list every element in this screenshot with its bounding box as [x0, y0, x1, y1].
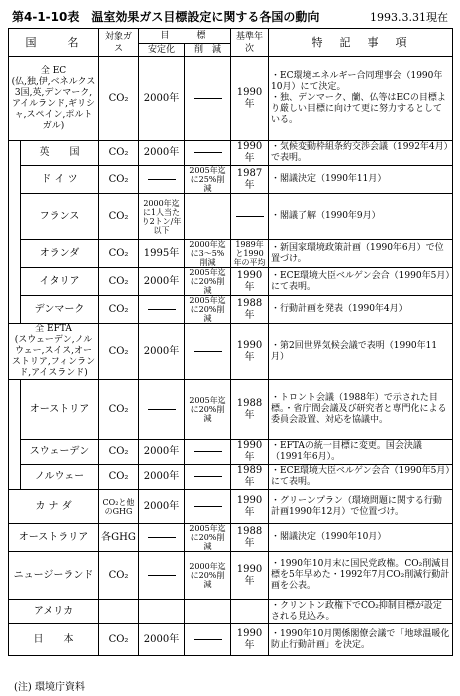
base-year-cell: 1990年	[231, 490, 269, 524]
table-row	[9, 465, 453, 490]
reduce-cell	[185, 141, 231, 166]
reduce-cell: 2005年迄に20%削減	[185, 524, 231, 552]
gas-cell: CO₂	[99, 624, 139, 656]
gas-cell: CO₂	[99, 194, 139, 240]
table-row	[9, 324, 453, 380]
indent-cell	[9, 440, 21, 465]
note-cell: ・ECE環境大臣ベルゲン会合（1990年5月）にて表明。	[269, 268, 453, 296]
gas-cell: CO₂	[99, 240, 139, 268]
country-cell: アメリカ	[9, 600, 99, 624]
country-cell: オーストラリア	[9, 524, 99, 552]
country-cell: ド イ ツ	[21, 166, 99, 194]
country-cell: 英 国	[21, 141, 99, 166]
dash-mark	[194, 476, 222, 477]
note-cell: ・気候変動枠組条約交渉会議（1992年4月）で表明。	[269, 141, 453, 166]
header-notes: 特 記 事 項	[269, 29, 453, 57]
table-row	[9, 268, 453, 296]
gas-cell: CO₂	[99, 57, 139, 141]
base-year-cell: 1988年	[231, 296, 269, 324]
indent-cell	[9, 240, 21, 268]
stabilize-cell: 1995年	[139, 240, 185, 268]
table-row	[9, 490, 453, 524]
table-row	[9, 552, 453, 600]
stabilize-cell	[139, 166, 185, 194]
gas-cell: CO₂	[99, 296, 139, 324]
country-cell: スウェーデン	[21, 440, 99, 465]
dash-mark	[236, 216, 264, 217]
note-cell: ・トロント会議（1988年）で示された目標。・省庁間会議及び研究者と専門化による委員会設置、対応を協議中。	[269, 380, 453, 440]
table-row	[9, 166, 453, 194]
country-cell: カ ナ ダ	[9, 490, 99, 524]
gas-cell: CO₂	[99, 465, 139, 490]
reduce-cell	[185, 440, 231, 465]
dash-mark	[194, 351, 222, 352]
country-cell: 全 EFTA (スウェーデン,ノルウェー,スイス,オーストリア,フィンランド,アイスランド)	[9, 324, 99, 380]
gas-cell: CO₂	[99, 324, 139, 380]
base-year-cell: 1988年	[231, 380, 269, 440]
reduce-cell	[185, 624, 231, 656]
table-row	[9, 141, 453, 166]
header-base-year: 基準年次	[231, 29, 269, 57]
country-cell: ノルウェー	[21, 465, 99, 490]
note-cell: ・EFTAの統一目標に変更。国会決議（1991年6月）。	[269, 440, 453, 465]
base-year-cell: 1989年	[231, 465, 269, 490]
note-cell: ・ECE環境大臣ベルゲン会合（1990年5月）にて表明。	[269, 465, 453, 490]
gas-cell: 各GHG	[99, 524, 139, 552]
gas-cell: CO₂	[99, 552, 139, 600]
dash-mark	[148, 409, 176, 410]
base-year-cell: 1989年と1990年の平均	[231, 240, 269, 268]
footnote: (注) 環境庁資料	[14, 682, 85, 693]
table-row	[9, 296, 453, 324]
gas-cell	[99, 600, 139, 624]
country-cell: フランス	[21, 194, 99, 240]
stabilize-cell	[139, 524, 185, 552]
base-year-cell: 1990年	[231, 324, 269, 380]
header-reduce: 削 減	[185, 44, 231, 57]
base-year-cell	[231, 194, 269, 240]
dash-mark	[148, 179, 176, 180]
gas-cell: CO₂と他のGHG	[99, 490, 139, 524]
stabilize-cell: 2000年	[139, 141, 185, 166]
country-cell: オランダ	[21, 240, 99, 268]
note-cell: ・閣議決定（1990年10月）	[269, 524, 453, 552]
base-year-cell: 1987年	[231, 166, 269, 194]
stabilize-cell: 2000年	[139, 57, 185, 141]
note-cell: ・閣議決定（1990年11月）	[269, 166, 453, 194]
base-year-cell: 1990年	[231, 141, 269, 166]
reduce-cell	[185, 465, 231, 490]
table-row	[9, 194, 453, 240]
gas-cell: CO₂	[99, 166, 139, 194]
country-cell: ニュージーランド	[9, 552, 99, 600]
reduce-cell	[185, 490, 231, 524]
reduce-cell: 2000年迄に20%削減	[185, 552, 231, 600]
indent-cell	[9, 141, 21, 166]
country-cell: 日 本	[9, 624, 99, 656]
note-cell: ・行動計画を発表（1990年4月）	[269, 296, 453, 324]
header-gas: 対象ガス	[99, 29, 139, 57]
table-row	[9, 440, 453, 465]
header-target: 目 標	[139, 29, 231, 44]
gas-cell: CO₂	[99, 380, 139, 440]
dash-mark	[148, 575, 176, 576]
note-cell: ・閣議了解（1990年9月）	[269, 194, 453, 240]
stabilize-cell: 2000年	[139, 490, 185, 524]
dash-mark	[148, 537, 176, 538]
title-row	[12, 8, 448, 26]
dash-mark	[148, 309, 176, 310]
indent-cell	[9, 166, 21, 194]
country-cell: 全 EC (仏,独,伊,ベネルクス3国,英,デンマーク,アイルランド,ギリシャ,スペイン,ポルトガル)	[9, 57, 99, 141]
table-row	[9, 380, 453, 440]
reduce-cell: 2005年迄に20%削減	[185, 296, 231, 324]
indent-cell	[9, 194, 21, 240]
stabilize-cell: 2000年	[139, 268, 185, 296]
stabilize-cell	[139, 296, 185, 324]
header-stabilize: 安定化	[139, 44, 185, 57]
header-country: 国 名	[9, 29, 99, 57]
country-cell: イタリア	[21, 268, 99, 296]
stabilize-cell	[139, 600, 185, 624]
table-row	[9, 57, 453, 141]
dash-mark	[194, 152, 222, 153]
reduce-cell	[185, 57, 231, 141]
base-year-cell: 1988年	[231, 524, 269, 552]
note-cell: ・新国家環境政策計画（1990年6月）で位置づけ。	[269, 240, 453, 268]
dash-mark	[194, 506, 222, 507]
stabilize-cell: 2000年	[139, 465, 185, 490]
gas-cell: CO₂	[99, 141, 139, 166]
table-row	[9, 624, 453, 656]
note-cell: ・クリントン政権下でCO₂抑制目標が設定される見込み。	[269, 600, 453, 624]
indent-cell	[9, 465, 21, 490]
dash-mark	[194, 639, 222, 640]
table-row	[9, 524, 453, 552]
as-of-date: 1993.3.31現在	[370, 11, 448, 24]
gas-cell: CO₂	[99, 440, 139, 465]
dash-mark	[194, 451, 222, 452]
gas-cell: CO₂	[99, 268, 139, 296]
indent-cell	[9, 380, 21, 440]
dash-mark	[194, 98, 222, 99]
base-year-cell: 1990年	[231, 440, 269, 465]
reduce-cell	[185, 324, 231, 380]
table-body	[9, 57, 453, 656]
stabilize-cell: 2000年	[139, 440, 185, 465]
table-title: 第4-1-10表 温室効果ガス目標設定に関する各国の動向	[12, 10, 320, 24]
reduce-cell: 2005年迄に20%削減	[185, 380, 231, 440]
table-row	[9, 240, 453, 268]
reduce-cell	[185, 194, 231, 240]
stabilize-cell: 2000年	[139, 624, 185, 656]
note-cell: ・グリーンプラン（環境問題に関する行動計画1990年12月）で位置づけ。	[269, 490, 453, 524]
country-cell: デンマーク	[21, 296, 99, 324]
stabilize-cell: 2000年	[139, 324, 185, 380]
note-cell: ・1990年10月関係閣僚会議で「地球温暖化防止行動計画」を決定。	[269, 624, 453, 656]
stabilize-cell	[139, 380, 185, 440]
base-year-cell: 1990年	[231, 268, 269, 296]
reduce-cell: 2000年迄に3～5%削減	[185, 240, 231, 268]
note-cell: ・1990年10月末に国民党政権。CO₂削減目標を5年早めた・1992年7月CO₂削減行動計画を公表。	[269, 552, 453, 600]
base-year-cell: 1990年	[231, 57, 269, 141]
country-cell: オーストリア	[21, 380, 99, 440]
indent-cell	[9, 268, 21, 296]
base-year-cell	[231, 600, 269, 624]
base-year-cell: 1990年	[231, 552, 269, 600]
note-cell: ・第2回世界気候会議で表明（1990年11月）	[269, 324, 453, 380]
base-year-cell: 1990年	[231, 624, 269, 656]
stabilize-cell: 2000年迄に1人当たり2トン/年以下	[139, 194, 185, 240]
ghg-targets-table	[8, 28, 453, 656]
note-cell: ・EC環境エネルギー合同理事会（1990年10月）にて決定。 ・独、デンマーク、蘭、仏等はECの目標より厳しい目標に向けて更に努力するとしている。	[269, 57, 453, 141]
indent-cell	[9, 296, 21, 324]
reduce-cell	[185, 600, 231, 624]
reduce-cell: 2005年迄に25%削減	[185, 166, 231, 194]
table-row	[9, 600, 453, 624]
stabilize-cell	[139, 552, 185, 600]
reduce-cell: 2005年迄に20%削減	[185, 268, 231, 296]
